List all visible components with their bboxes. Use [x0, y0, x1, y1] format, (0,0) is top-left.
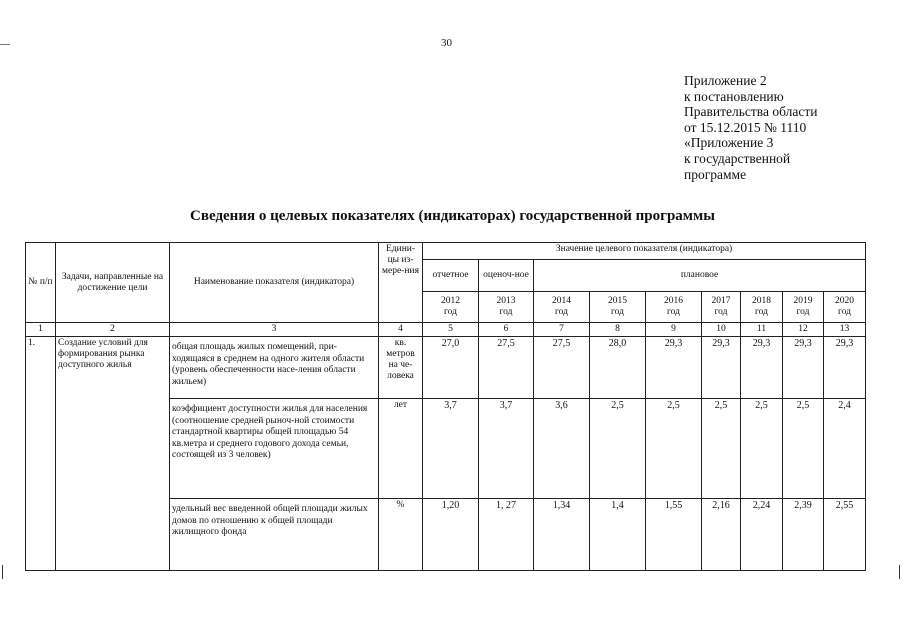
year-2015: 2015 год — [590, 292, 646, 323]
column-number: 3 — [170, 323, 379, 337]
appendix-line-4: от 15.12.2015 № 1110 — [684, 119, 807, 135]
value-cell: 2,16 — [702, 499, 741, 571]
value-cell: 29,3 — [824, 337, 866, 399]
column-number: 13 — [824, 323, 866, 337]
indicator-name: общая площадь жилых помещений, при-ходящаяся в среднем на одного жителя области (уровень обеспеченности насе-ления области жильем) — [170, 337, 379, 399]
header-indicator: Наименование показателя (индикатора) — [170, 243, 379, 323]
value-cell: 3,7 — [423, 399, 479, 499]
header-row-1 — [26, 243, 866, 260]
scan-edge-right — [897, 565, 900, 579]
scan-mark-top — [0, 44, 10, 45]
value-cell: 2,5 — [590, 399, 646, 499]
appendix-line-6: к государственной — [684, 150, 791, 166]
value-cell: 1,34 — [534, 499, 590, 571]
table-row — [26, 337, 866, 399]
column-number: 10 — [702, 323, 741, 337]
column-number: 5 — [423, 323, 479, 337]
value-cell: 29,3 — [741, 337, 783, 399]
value-cell: 29,3 — [646, 337, 702, 399]
column-number: 1 — [26, 323, 56, 337]
value-cell: 2,24 — [741, 499, 783, 571]
document-title: Сведения о целевых показателях (индикаторах) государственной программы — [190, 208, 715, 224]
indicator-name: удельный вес введенной общей площади жилых домов по отношению к общей площади жилищного фонда — [170, 499, 379, 571]
value-cell: 29,3 — [783, 337, 824, 399]
header-planned: плановое — [534, 260, 866, 292]
indicator-unit: % — [379, 499, 423, 571]
value-cell: 2,5 — [702, 399, 741, 499]
column-number: 12 — [783, 323, 824, 337]
year-2013: 2013 год — [479, 292, 534, 323]
column-number: 6 — [479, 323, 534, 337]
column-number: 9 — [646, 323, 702, 337]
value-cell: 27,5 — [479, 337, 534, 399]
indicator-unit: кв. метров на че-ловека — [379, 337, 423, 399]
value-cell: 2,4 — [824, 399, 866, 499]
header-tasks: Задачи, направленные на достижение цели — [56, 243, 170, 323]
value-cell: 2,5 — [783, 399, 824, 499]
appendix-line-7: программе — [684, 166, 747, 182]
value-cell: 2,5 — [646, 399, 702, 499]
appendix-line-1: Приложение 2 — [684, 73, 767, 88]
column-number: 7 — [534, 323, 590, 337]
header-target-value: Значение целевого показателя (индикатора) — [423, 243, 866, 260]
value-cell: 29,3 — [702, 337, 741, 399]
column-number-row — [26, 323, 866, 337]
value-cell: 1,4 — [590, 499, 646, 571]
appendix-line-2: к постановлению — [684, 88, 784, 104]
year-2017: 2017 год — [702, 292, 741, 323]
column-number: 2 — [56, 323, 170, 337]
task-cell: Создание условий для формирования рынка доступного жилья — [56, 337, 170, 571]
indicator-unit: лет — [379, 399, 423, 499]
value-cell: 1,55 — [646, 499, 702, 571]
header-estimated: оценоч-ное — [479, 260, 534, 292]
year-2012: 2012 год — [423, 292, 479, 323]
year-2014: 2014 год — [534, 292, 590, 323]
year-2019: 2019 год — [783, 292, 824, 323]
value-cell: 27,0 — [423, 337, 479, 399]
column-number: 11 — [741, 323, 783, 337]
page-number: 30 — [441, 37, 452, 49]
column-number: 4 — [379, 323, 423, 337]
year-2016: 2016 год — [646, 292, 702, 323]
column-number: 8 — [590, 323, 646, 337]
value-cell: 1,20 — [423, 499, 479, 571]
appendix-block — [684, 73, 817, 182]
header-unit: Едини-цы из-мере-ния — [379, 243, 423, 323]
value-cell: 1, 27 — [479, 499, 534, 571]
row-number: 1. — [26, 337, 56, 571]
value-cell: 2,39 — [783, 499, 824, 571]
value-cell: 3,6 — [534, 399, 590, 499]
scan-edge-left — [2, 565, 5, 579]
appendix-line-3: Правительства области — [684, 104, 818, 120]
header-reported: отчетное — [423, 260, 479, 292]
value-cell: 2,55 — [824, 499, 866, 571]
value-cell: 27,5 — [534, 337, 590, 399]
indicator-name: коэффициент доступности жилья для населения (соотношение средней рыноч-ной стоимости стандартной квартиры общей площадью 54 кв.метра и среднего годового дохода семьи, состоящей из 3 человек) — [170, 399, 379, 499]
year-2020: 2020 год — [824, 292, 866, 323]
appendix-line-5: «Приложение 3 — [684, 135, 774, 151]
year-2018: 2018 год — [741, 292, 783, 323]
value-cell: 2,5 — [741, 399, 783, 499]
header-no: № п/п — [26, 243, 56, 323]
value-cell: 3,7 — [479, 399, 534, 499]
value-cell: 28,0 — [590, 337, 646, 399]
indicators-table — [25, 242, 866, 571]
